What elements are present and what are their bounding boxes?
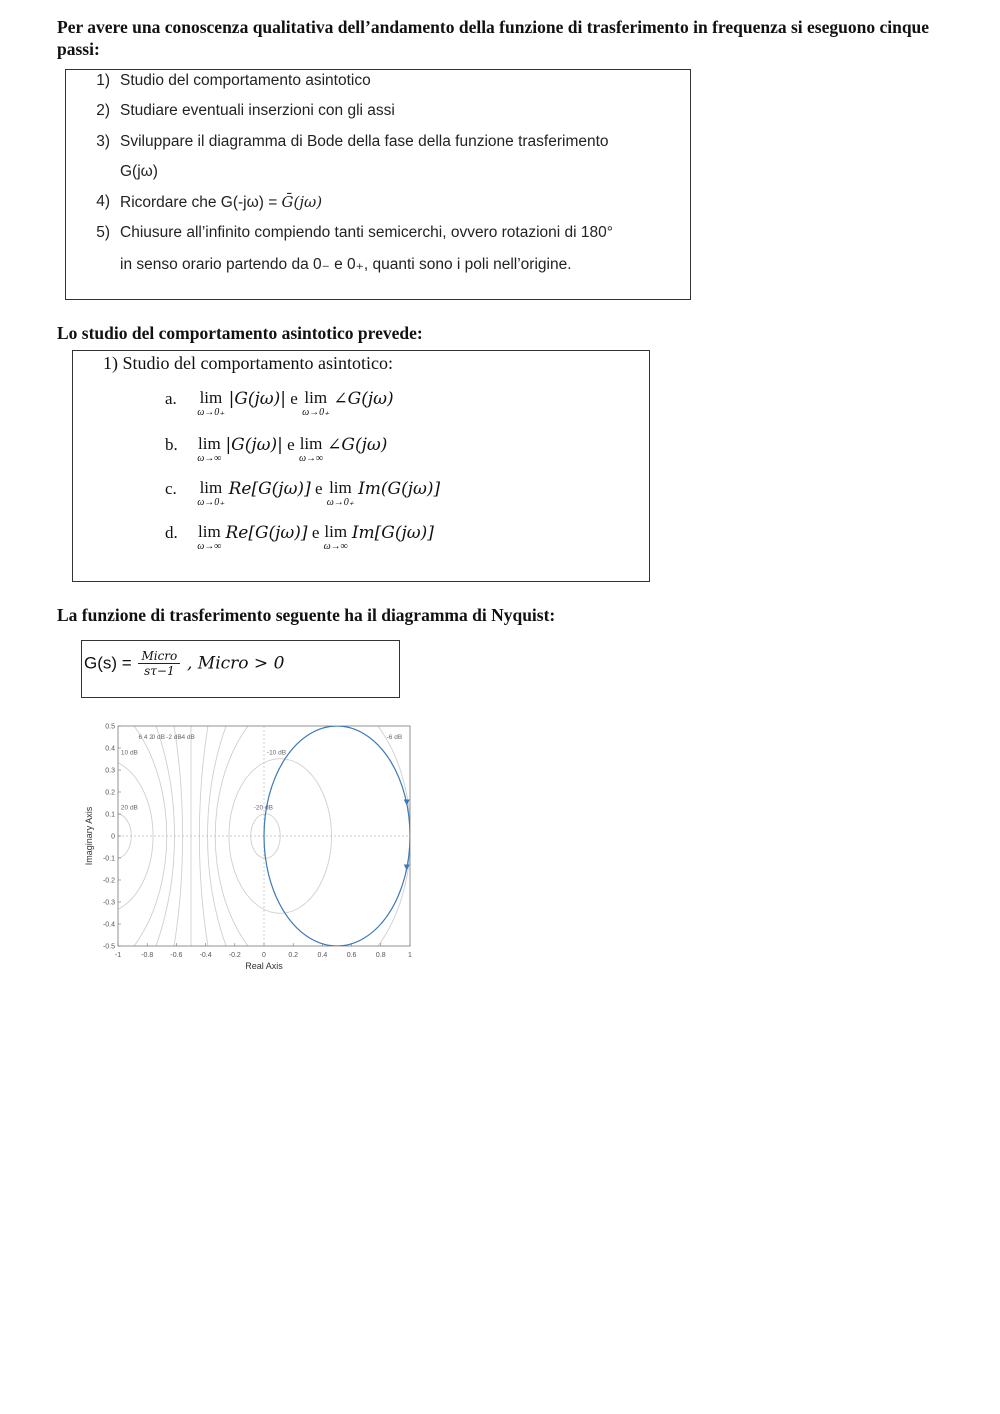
y-tick-label: -0.3 — [102, 899, 115, 907]
asymptotic-title: 1) Studio del comportamento asintotico: — [103, 353, 393, 373]
y-tick-label: -0.4 — [102, 921, 115, 929]
grid-db-label: -20 dB — [253, 804, 273, 812]
limit-row-a: a. lim ω→0₊ |G(jω)| e lim ω→0₊ ∠G(jω) — [165, 388, 394, 418]
chart-labels — [84, 724, 412, 972]
m-circle--4db — [208, 718, 425, 983]
x-tick-label: 0.6 — [346, 952, 357, 959]
asymptotic-box — [72, 350, 650, 582]
limit-row-c: c. lim ω→0₊ Re[G(jω)] e lim ω→0₊ Im(G(jω)] — [165, 478, 441, 508]
steps-box: 1) Studio del comportamento asintotico 2) Studiare eventuali inserzioni con gli assi 3) Sviluppare il diagramma di Bode della fase della funzione trasferimento G(jω) 4) Ricordare che G(-jω) = Ḡ(jω) 5) Chiusure all’infinito compiendo tanti semicerchi, ovvero rotazioni di 180° in senso orario partendo da 0₋ e 0₊, quanti sono i poli nell’origine. — [65, 69, 691, 300]
x-tick-label: 0.2 — [288, 952, 299, 959]
nyquist-chart — [80, 718, 425, 983]
nyquist-heading: La funzione di trasferimento seguente ha il diagramma di Nyquist: — [57, 605, 556, 625]
y-axis-label: Imaginary Axis — [84, 806, 94, 866]
limit-row-d: d. lim ω→∞ Re[G(jω)] e lim ω→∞ Im[G(jω)] — [165, 522, 434, 552]
x-tick-label: 0.8 — [375, 952, 386, 959]
y-tick-label: 0.1 — [105, 811, 115, 819]
y-tick-label: -0.5 — [102, 943, 115, 951]
m-circle-2db — [80, 718, 183, 983]
x-tick-label: 0.4 — [317, 952, 328, 959]
x-tick-label: -0.4 — [199, 952, 212, 959]
grid-db-label: 10 dB — [120, 749, 138, 757]
x-tick-label: 1 — [408, 952, 412, 959]
nichols-grid — [80, 718, 425, 983]
grid-db-label: 0 dB — [151, 734, 165, 742]
intro-paragraph: Per avere una conoscenza qualitativa dell’andamento della funzione di trasferimento in frequenza si eseguono cinque passi: — [57, 17, 930, 59]
y-tick-label: 0.5 — [105, 723, 115, 731]
x-tick-label: -0.2 — [228, 952, 241, 959]
x-axis-label: Real Axis — [245, 961, 283, 971]
grid-db-label: -10 dB — [266, 749, 287, 757]
y-tick-label: -0.2 — [102, 877, 115, 885]
m-circle--2db — [199, 718, 425, 983]
y-tick-label: 0.3 — [105, 767, 115, 775]
m-circle--6db — [215, 718, 410, 983]
grid-db-label: 6 4 2 — [138, 734, 153, 742]
grid-db-label: -6 dB — [386, 734, 403, 742]
asymptotic-heading: Lo studio del comportamento asintotico prevede: — [57, 323, 423, 343]
grid-db-label: 20 dB — [120, 804, 138, 812]
grid-db-label: -4 dB — [179, 734, 195, 742]
transfer-function-box — [81, 640, 400, 698]
x-tick-label: 0 — [262, 952, 266, 959]
transfer-fraction: Micro sτ−1 — [138, 649, 180, 678]
y-tick-label: 0 — [111, 833, 115, 841]
y-tick-label: 0.4 — [105, 745, 115, 753]
transfer-function: G(s) = Micro sτ−1 , Micro > 0 — [84, 649, 285, 678]
grid-db-label: -2 dB — [166, 734, 182, 742]
x-tick-label: -0.8 — [141, 952, 154, 959]
y-tick-label: -0.1 — [102, 855, 115, 863]
limit-row-b: b. lim ω→∞ |G(jω)| e lim ω→∞ ∠G(jω) — [165, 434, 388, 464]
x-tick-label: -1 — [114, 952, 122, 959]
x-tick-label: -0.6 — [170, 952, 183, 959]
y-tick-label: 0.2 — [105, 789, 115, 797]
